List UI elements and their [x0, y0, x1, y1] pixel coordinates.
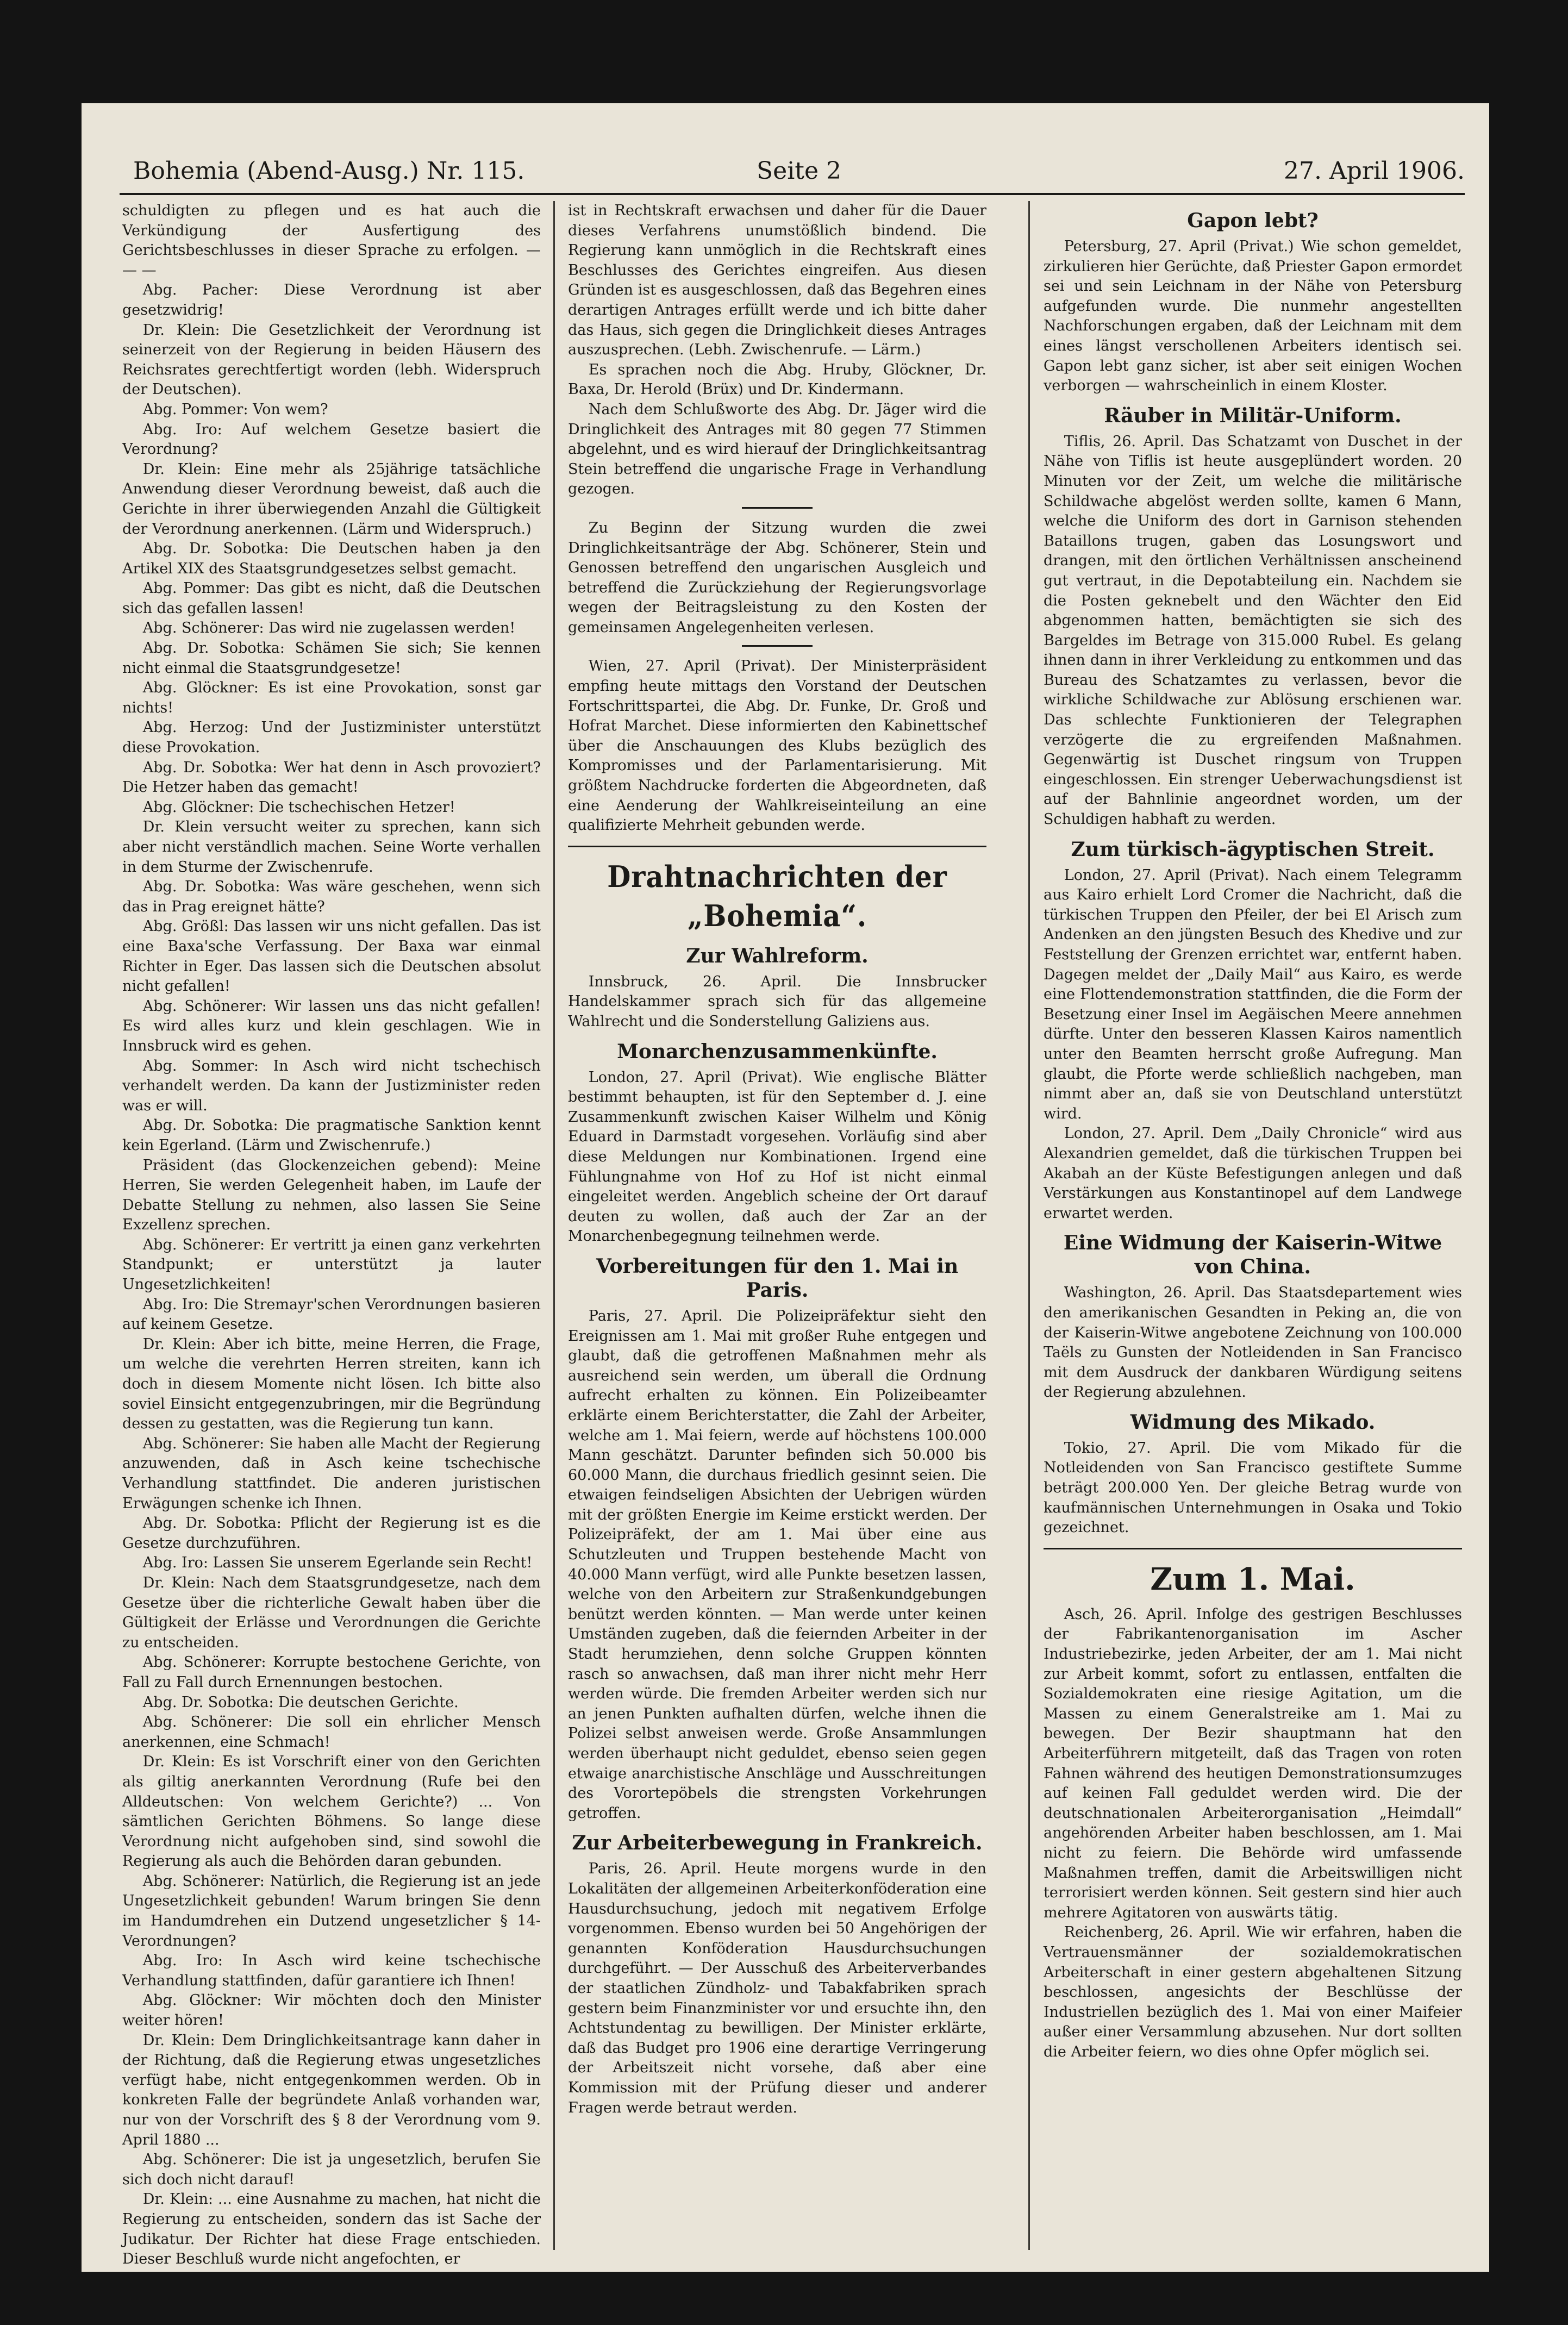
- paragraph: Nach dem Schlußworte des Abg. Dr. Jäger wird die Dringlichkeit des Antrages mit 80 gegen 77 Stimmen abgelehnt, und es wird hierauf der Dringlichkeitsantrag Stein betreffend die ungarische Frage in Verhandlung gezogen.: [568, 401, 986, 498]
- paragraph: Abg. Iro: In Asch wird keine tschechische Verhandlung stattfinden, dafür garantiere ich Ihnen!: [122, 1952, 541, 1989]
- paragraph: Abg. Iro: Auf welchem Gesetze basiert die Verordnung?: [122, 421, 541, 458]
- paragraph: Dr. Klein: Es ist Vorschrift einer von den Gerichten als giltig anerkannten Verordnung (Rufe bei den Alldeutschen: Von welchem Gerichte?) ... Von sämtlichen Gerichten Böhmens. So lange diese Verordnung nicht aufgehoben sind, sind sowohl die Regierung als auch die Behörden daran gebunden.: [122, 1753, 541, 1870]
- header-date: 27. April 1906.: [1283, 157, 1465, 185]
- article-heading: Gapon lebt?: [1187, 209, 1319, 232]
- paragraph: Abg. Schönerer: Die ist ja ungesetzlich, berufen Sie sich doch nicht darauf!: [122, 2151, 541, 2188]
- header-page-number: Seite 2: [757, 157, 841, 185]
- paragraph: schuldigten zu pflegen und es hat auch die Verkündigung der Ausfertigung des Gerichtsbeschlusses in dieser Sprache zu erfolgen. — — —: [122, 202, 541, 279]
- paragraph: Abg. Dr. Sobotka: Die Deutschen haben ja den Artikel XIX des Staatsgrundgesetzes selbst gemacht.: [122, 540, 541, 577]
- paragraph: Dr. Klein: Nach dem Staatsgrundgesetze, nach dem Gesetze über die richterliche Gewalt haben über die Gültigkeit der Erlässe und Verordnungen die Gerichte zu entscheiden.: [122, 1574, 541, 1651]
- header-rule: [120, 193, 1465, 195]
- paragraph: London, 27. April (Privat). Wie englische Blätter bestimmt behaupten, ist für den September d. J. eine Zusammenkunft zwischen Kaiser Wilhelm und König Eduard in Darmstadt vorgesehen. Vorläufig sind aber diese Meldungen nur Kombinationen. Irgend eine Fühlungnahme von Hof zu Hof ist nicht einmal eingeleitet werden. Angeblich scheine der Ort darauf deuten zu wollen, daß auch der Zar an der Monarchenbegegnung teilnehmen werde.: [568, 1068, 986, 1245]
- paragraph: Abg. Schönerer: Wir lassen uns das nicht gefallen! Es wird alles kurz und klein geschlagen. Wie in Innsbruck wird es gehen.: [122, 997, 541, 1054]
- paragraph: Dr. Klein: Eine mehr als 25jährige tatsächliche Anwendung dieser Verordnung beweist, daß auch die Gerichte in ihrer überwiegenden Anzahl die Gültigkeit der Verordnung anerkennen. (Lärm und Widerspruch.): [122, 460, 541, 538]
- paragraph: Abg. Dr. Sobotka: Die pragmatische Sanktion kennt kein Egerland. (Lärm und Zwischenrufe.): [122, 1117, 541, 1154]
- paragraph: Paris, 27. April. Die Polizeipräfektur sieht den Ereignissen am 1. Mai mit großer Ruhe entgegen und glaubt, daß die getroffenen Maßnahmen mehr als ausreichend sein werden, um überall die Ordnung aufrecht erhalten zu können. Ein Polizeibeamter erklärte einem Berichterstatter, die Zahl der Arbeiter, welche am 1. Mai feiern, werde auf höchstens 100.000 Mann geschätzt. Darunter befinden sich 50.000 bis 60.000 Mann, die durchaus friedlich gesinnt seien. Die etwaigen feindseligen Absichten der Uebrigen würden mit der größten Energie im Keime erstickt werden. Der Polizeipräfekt, der am 1. Mai über eine aus Schutzleuten und Truppen bestehende Macht von 40.000 Mann verfügt, wird alle Punkte besetzen lassen, welche von den Arbeitern zur Straßenkundgebungen benützt werden könnten. — Man werde unter keinen Umständen zugeben, daß die feiernden Arbeiter in der Stadt herumziehen, denn solche Gruppen könnten rasch so anwachsen, daß man ihrer nicht mehr Herr werden würde. Die fremden Arbeiter werden sich nur an jenen Punkten aufhalten dürfen, welche ihnen die Polizei selbst anweisen werde. Große Ansammlungen werden überhaupt nicht geduldet, ebenso seien gegen etwaige anarchistische Anschläge und Ausschreitungen des Vorortepöbels die strengsten Vorkehrungen getroffen.: [568, 1307, 986, 1822]
- page-header: [133, 149, 1465, 193]
- article-heading: Räuber in Militär-Uniform.: [1104, 404, 1402, 427]
- paragraph: Dr. Klein: ... eine Ausnahme zu machen, hat nicht die Regierung zu entscheiden, sondern das ist Sache der Judikatur. Der Richter hat diese Frage entschieden. Dieser Beschluß wurde nicht angefochten, er: [122, 2191, 541, 2268]
- paragraph: Abg. Herzog: Und der Justizminister unterstützt diese Provokation.: [122, 719, 541, 757]
- section-rule: [742, 507, 813, 509]
- article-heading: Zum türkisch-ägyptischen Streit.: [1071, 838, 1435, 861]
- paragraph: Paris, 26. April. Heute morgens wurde in den Lokalitäten der allgemeinen Arbeiterkonföderation eine Hausdurchsuchung, jedoch mit negativem Erfolge vorgenommen. Ebenso wurden bei 50 Angehörigen der genannten Konföderation Hausdurchsuchungen durchgeführt. — Der Ausschuß des Arbeiterverbandes der staatlichen Zündholz- und Tabakfabriken sprach gestern beim Finanzminister vor und ersuchte ihn, den Achtstundentag zu bewilligen. Der Minister erklärte, daß das Budget pro 1906 eine derartige Verringerung der Arbeitszeit nicht vorsehe, daß aber eine Kommission mit der Prüfung dieser und anderer Fragen werde betraut werden.: [568, 1860, 986, 2116]
- article-heading: Zur Wahlreform.: [686, 944, 869, 967]
- paragraph: Abg. Pommer: Das gibt es nicht, daß die Deutschen sich das gefallen lassen!: [122, 580, 541, 617]
- paragraph: Abg. Schönerer: Er vertritt ja einen ganz verkehrten Standpunkt; er unterstützt ja lauter Ungesetzlichkeiten!: [122, 1236, 541, 1293]
- paragraph: Tokio, 27. April. Die vom Mikado für die Notleidenden von San Francisco gestiftete Summe beträgt 200.000 Yen. Der gleiche Betrag wurde von kaufmännischen Unternehmungen in Osaka und Tokio gezeichnet.: [1044, 1439, 1462, 1536]
- paragraph: Dr. Klein: Dem Dringlichkeitsantrage kann daher in der Richtung, daß die Regierung etwas ungesetzliches verfügt habe, nicht entgegenkommen werden. Ob in konkreten Falle der begründete Anlaß vorhanden war, nur von der Vorschrift des § 8 der Verordnung vom 9. April 1880 ...: [122, 2032, 541, 2148]
- header-issue: Bohemia (Abend-Ausg.) Nr. 115.: [133, 157, 525, 185]
- paragraph: Innsbruck, 26. April. Die Innsbrucker Handelskammer sprach sich für das allgemeine Wahlrecht und die Sonderstellung Galiziens aus.: [568, 973, 986, 1030]
- paragraph: Abg. Dr. Sobotka: Was wäre geschehen, wenn sich das in Prag ereignet hätte?: [122, 878, 541, 915]
- paragraph: Zu Beginn der Sitzung wurden die zwei Dringlichkeitsanträge der Abg. Schönerer, Stein und Genossen betreffend den ungarischen Ausgleich und betreffend die Zurückziehung der Regierungsvorlage wegen der Beitragsleistung zu den Kosten der gemeinsamen Angelegenheiten verlesen.: [568, 519, 986, 636]
- paragraph: Abg. Schönerer: Das wird nie zugelassen werden!: [142, 620, 516, 637]
- paragraph: Petersburg, 27. April (Privat.) Wie schon gemeldet, zirkulieren hier Gerüchte, daß Priester Gapon ermordet sei und sein Leichnam in der Nähe von Petersburg aufgefunden wurde. Die nunmehr angestellten Nachforschungen ergaben, daß der Leichnam mit dem eines längst verschollenen Arbeiters identisch sei. Gapon lebt ganz sicher, ist aber seit einigen Wochen verborgen — wahrscheinlich in einem Kloster.: [1044, 238, 1462, 395]
- article-heading: Vorbereitungen für den 1. Mai in Paris.: [596, 1254, 959, 1302]
- paragraph: Abg. Schönerer: Sie haben alle Macht der Regierung anzuwenden, daß in Asch keine tschechische Verhandlung stattfindet. Die anderen juristischen Erwägungen schenke ich Ihnen.: [122, 1435, 541, 1512]
- paragraph: Asch, 26. April. Infolge des gestrigen Beschlusses der Fabrikantenorganisation im Ascher Industriebezirke, jeden Arbeiter, der am 1. Mai nicht zur Arbeit kommt, sofort zu entlassen, entfalten die Sozialdemokraten eine riesige Agitation, um die Massen zu einem Generalstreike am 1. Mai zu bewegen. Der Bezir shauptmann hat den Arbeiterführern mitgeteilt, daß das Tragen von roten Fahnen während des heutigen Demonstrationsumzuges auf keinen Fall geduldet werden wird. Die der deutschnationalen Arbeiterorganisation „Heimdall“ angehörenden Arbeiter haben beschlossen, am 1. Mai nicht zu feiern. Die Behörde wird umfassende Maßnahmen treffen, damit die Arbeitswilligen nicht terrorisiert werden können. Seit gestern sind hier auch mehrere Agitatoren von auswärts tätig.: [1044, 1605, 1462, 1921]
- paragraph: Abg. Glöckner: Es ist eine Provokation, sonst gar nichts!: [122, 679, 541, 716]
- paragraph: Abg. Dr. Sobotka: Wer hat denn in Asch provoziert? Die Hetzer haben das gemacht!: [122, 759, 541, 796]
- paragraph: Abg. Iro: Die Stremayr'schen Verordnungen basieren auf keinem Gesetze.: [122, 1296, 541, 1333]
- paragraph: Washington, 26. April. Das Staatsdepartement wies den amerikanischen Gesandten in Peking an, die von der Kaiserin-Witwe angebotene Zeichnung von 100.000 Taëls zu Gunsten der Notleidenden in San Francisco mit dem Ausdruck der dankbaren Würdigung seitens der Regierung abzulehnen.: [1044, 1284, 1462, 1401]
- section-heading: Zum 1. Mai.: [1150, 1561, 1355, 1597]
- paragraph: Abg. Pacher: Diese Verordnung ist aber gesetzwidrig!: [122, 282, 541, 318]
- paragraph: Es sprachen noch die Abg. Hruby, Glöckner, Dr. Baxa, Dr. Herold (Brüx) und Dr. Kindermann.: [568, 361, 986, 398]
- section-rule: [1044, 1548, 1462, 1549]
- paragraph: London, 27. April (Privat). Nach einem Telegramm aus Kairo erhielt Lord Cromer die Nachricht, daß die türkischen Truppen den Pfeiler, der bei El Arisch zum Andenken an den jüngsten Besuch des Khedive und zur Feststellung der Grenzen errichtet war, entfernt haben. Dagegen meldet der „Daily Mail“ aus Kairo, es werde eine Flottendemonstration stattfinden, die die Form der Besetzung einer Insel im Aegäischen Meere annehmen dürfte. Unter den besseren Klassen Kairos namentlich unter den Beamten herrscht große Aufregung. Man glaubt, die Pforte werde schließlich nachgeben, man nimmt aber an, daß sie von Deutschland unterstützt wird.: [1044, 866, 1462, 1122]
- paragraph: Dr. Klein: Die Gesetzlichkeit der Verordnung ist seinerzeit von der Regierung in beiden Häusern des Reichsrates gerechtfertigt worden (lebh. Widerspruch der Deutschen).: [122, 321, 541, 398]
- column-divider: [1028, 201, 1030, 2250]
- paragraph: Präsident (das Glockenzeichen gebend): Meine Herren, Sie werden Gelegenheit haben, im Laufe der Debatte Stellung zu nehmen, also lassen Sie Seine Exzellenz sprechen.: [122, 1157, 541, 1234]
- paragraph: Abg. Dr. Sobotka: Schämen Sie sich; Sie kennen nicht einmal die Staatsgrundgesetze!: [122, 640, 541, 677]
- paragraph: Abg. Iro: Lassen Sie unserem Egerlande sein Recht!: [142, 1554, 533, 1572]
- paragraph: Abg. Größl: Das lassen wir uns nicht gefallen. Das ist eine Baxa'sche Verfassung. Der Baxa war einmal Richter in Eger. Das lassen sich die Deutschen absolut nicht gefallen!: [122, 918, 541, 995]
- paragraph: Abg. Sommer: In Asch wird nicht tschechisch verhandelt werden. Da kann der Justizminister reden was er will.: [122, 1057, 541, 1114]
- newspaper-page: [82, 103, 1489, 2272]
- paragraph: London, 27. April. Dem „Daily Chronicle“ wird aus Alexandrien gemeldet, daß die türkischen Truppen bei Akabah an der Küste Befestigungen anlegen und daß Verstärkungen aus Konstantinopel auf dem Landwege erwartet werden.: [1044, 1125, 1462, 1222]
- column-2: [568, 201, 986, 2250]
- paragraph: Abg. Schönerer: Natürlich, die Regierung ist an jede Ungesetzlichkeit gebunden! Warum bringen Sie denn im Handumdrehen ein Dutzend ungesetzlicher § 14-Verordnungen?: [122, 1872, 541, 1949]
- article-heading: Zur Arbeiterbewegung in Frankreich.: [572, 1832, 983, 1855]
- paragraph: Abg. Schönerer: Die soll ein ehrlicher Mensch anerkennen, eine Schmach!: [122, 1714, 541, 1751]
- paragraph: Dr. Klein versucht weiter zu sprechen, kann sich aber nicht verständlich machen. Seine Worte verhallen in dem Sturme der Zwischenrufe.: [122, 818, 541, 876]
- paragraph: Wien, 27. April (Privat). Der Ministerpräsident empfing heute mittags den Vorstand der Deutschen Fortschrittspartei, die Abg. Dr. Funke, Dr. Groß und Hofrat Marchet. Diese informierten den Kabinettschef über die Anschauungen des Klubs bezüglich des Kompromisses und der Parlamentarisierung. Mit größtem Nachdrucke forderten die Abgeordneten, daß eine Aenderung der Wahlkreiseinteilung an eine qualifizierte Mehrheit gebunden werde.: [568, 658, 986, 834]
- paragraph: Abg. Pommer: Von wem?: [142, 401, 328, 418]
- paragraph: Abg. Glöckner: Wir möchten doch den Minister weiter hören!: [122, 1992, 541, 2029]
- article-heading: Widmung des Mikado.: [1130, 1410, 1376, 1434]
- paragraph: Abg. Dr. Sobotka: Pflicht der Regierung ist es die Gesetze durchzuführen.: [122, 1515, 541, 1552]
- paragraph: Reichenberg, 26. April. Wie wir erfahren, haben die Vertrauensmänner der sozialdemokratischen Arbeiterschaft in einer gestern abgehaltenen Sitzung beschlossen, angesichts der Beschlüsse der Industriellen bezüglich des 1. Mai von einer Maifeier außer einer Versammlung abzusehen. Nur dort sollten die Arbeiter feiern, wo dies ohne Opfer möglich sei.: [1044, 1924, 1462, 2060]
- article-heading: Monarchenzusammenkünfte.: [617, 1040, 938, 1063]
- paragraph: Tiflis, 26. April. Das Schatzamt von Duschet in der Nähe von Tiflis ist heute ausgeplündert worden. 20 Minuten vor der Zeit, um welche die militärische Schildwache abgelöst werden sollte, kamen 6 Mann, welche die Uniform des dort in Garnison stehenden Bataillons trugen, gaben das Losungswort und drangen, mit den örtlichen Verhältnissen anscheinend gut vertraut, in die Depotabteilung ein. Nachdem sie die Posten geknebelt und den Wächter den Eid abgenommen hatten, bemächtigten sie sich des Bargeldes im Betrage von 315.000 Rubel. Es gelang ihnen dann in ihrer Verkleidung zu entkommen und das Bureau des Schatzamtes zu verlassen, bevor die wirkliche Schildwache zur Ablösung erschienen war. Das schlechte Funktionieren der Telegraphen verzögerte die zu ergreifenden Maßnahmen. Gegenwärtig ist Duschet ringsum von Truppen eingeschlossen. Ein strenger Ueberwachungsdienst ist auf der Bahnlinie angeordnet worden, um der Schuldigen habhaft zu werden.: [1044, 433, 1462, 828]
- section-rule: [568, 846, 986, 847]
- telegraph-masthead: Drahtnachrichten der „Bohemia“.: [607, 859, 947, 933]
- section-rule: [742, 645, 813, 647]
- column-3: [1044, 201, 1462, 2250]
- paragraph: ist in Rechtskraft erwachsen und daher für die Dauer dieses Verfahrens unumstößlich bindend. Die Regierung kann unmöglich in die Rechtskraft eines Beschlusses des Gerichtes eingreifen. Aus diesen Gründen ist es ausgeschlossen, daß das Begehren eines derartigen Antrages erfüllt werde und ich bitte daher das Haus, sich gegen die Dringlichkeit dieses Antrages auszusprechen. (Lebh. Zwischenrufe. — Lärm.): [568, 202, 986, 359]
- column-divider: [553, 201, 555, 2250]
- paragraph: Dr. Klein: Aber ich bitte, meine Herren, die Frage, um welche die verehrten Herren streiten, kann ich doch in diesem Momente nicht lösen. Ich bitte also soviel Einsicht entgegenzubringen, mir die Begründung dessen zu gestatten, was die Regierung tun kann.: [122, 1335, 541, 1433]
- paragraph: Abg. Glöckner: Die tschechischen Hetzer!: [142, 798, 455, 816]
- paragraph: Abg. Dr. Sobotka: Die deutschen Gerichte.: [142, 1693, 459, 1711]
- column-1: [122, 201, 541, 2268]
- paragraph: Abg. Schönerer: Korrupte bestochene Gerichte, von Fall zu Fall durch Ernennungen bestochen.: [122, 1654, 541, 1691]
- article-heading: Eine Widmung der Kaiserin-Witwe von China.: [1063, 1232, 1442, 1279]
